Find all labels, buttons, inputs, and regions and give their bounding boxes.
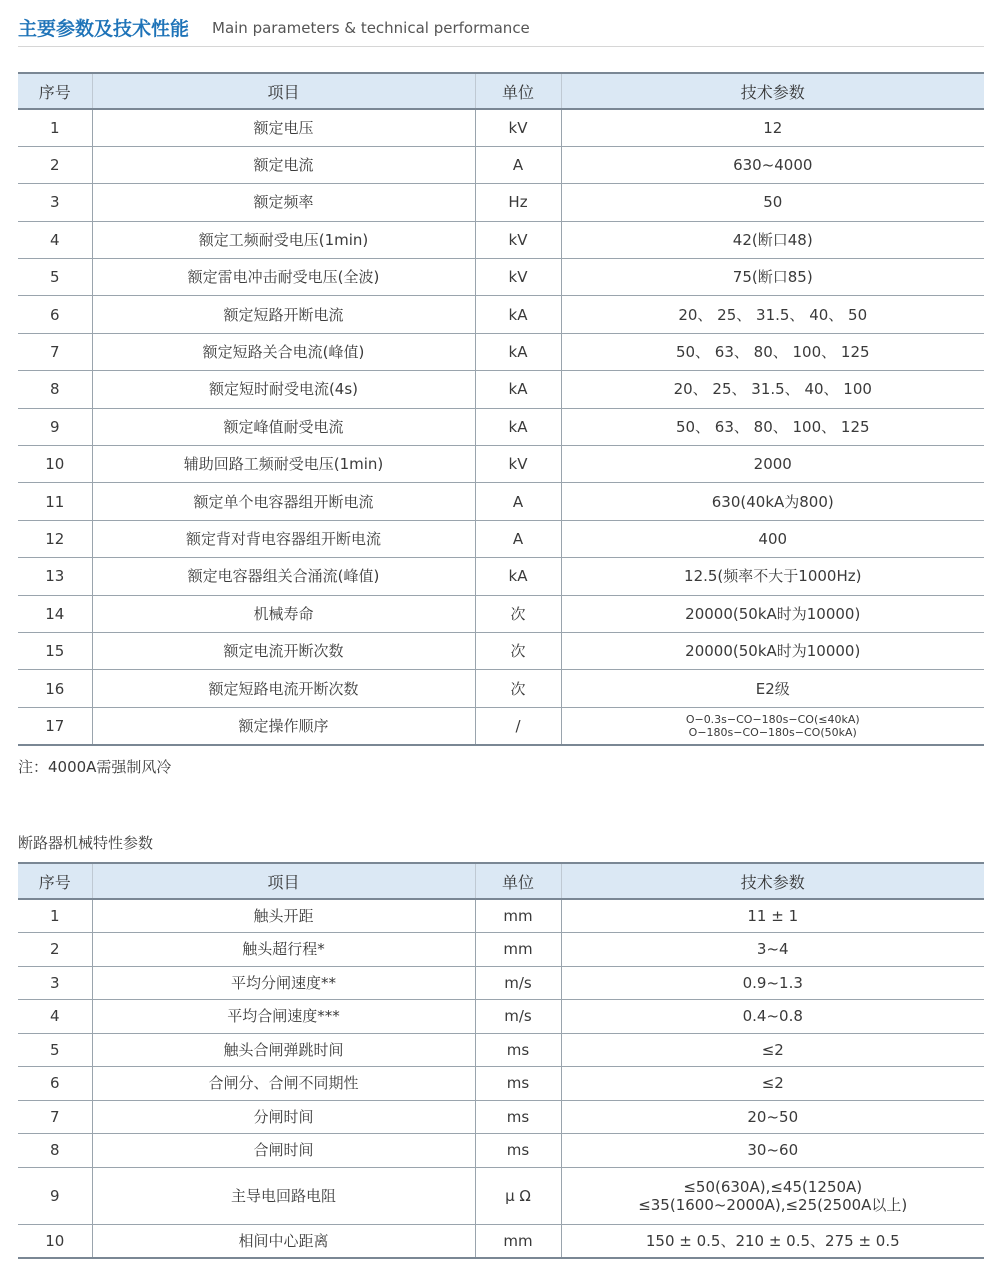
- cell-unit: ms: [475, 1100, 561, 1134]
- cell-value: 50、 63、 80、 100、 125: [561, 408, 984, 445]
- cell-unit: 次: [475, 595, 561, 632]
- cell-item: 额定电流: [92, 146, 475, 183]
- cell-value: 630~4000: [561, 146, 984, 183]
- cell-unit: kA: [475, 296, 561, 333]
- cell-index: 10: [18, 446, 92, 483]
- cell-value: 12: [561, 109, 984, 146]
- column-header-index: 序号: [18, 863, 92, 899]
- cell-index: 8: [18, 371, 92, 408]
- cell-value: 50: [561, 184, 984, 221]
- cell-unit: kA: [475, 333, 561, 370]
- cell-item: 额定频率: [92, 184, 475, 221]
- cell-item: 触头合闸弹跳时间: [92, 1033, 475, 1067]
- cell-index: 9: [18, 408, 92, 445]
- cell-item: 主导电回路电阻: [92, 1167, 475, 1224]
- cell-index: 9: [18, 1167, 92, 1224]
- cell-unit: kA: [475, 558, 561, 595]
- table-header-row: [18, 863, 984, 899]
- cell-value: 20、 25、 31.5、 40、 100: [561, 371, 984, 408]
- cell-index: 17: [18, 707, 92, 744]
- cell-index: 1: [18, 109, 92, 146]
- cell-item: 平均分闸速度**: [92, 966, 475, 1000]
- column-header-unit: 单位: [475, 863, 561, 899]
- cell-value: 75(断口85): [561, 259, 984, 296]
- table-row: [18, 408, 984, 445]
- cell-unit: m/s: [475, 1000, 561, 1034]
- cell-index: 10: [18, 1224, 92, 1258]
- table-row: [18, 899, 984, 933]
- cell-item: 额定电流开断次数: [92, 632, 475, 669]
- cell-item: 额定背对背电容器组开断电流: [92, 520, 475, 557]
- cell-index: 1: [18, 899, 92, 933]
- table-row: [18, 333, 984, 370]
- cell-index: 8: [18, 1134, 92, 1168]
- cell-item: 相间中心距离: [92, 1224, 475, 1258]
- table-row: [18, 1067, 984, 1101]
- cell-index: 4: [18, 221, 92, 258]
- cell-index: 7: [18, 333, 92, 370]
- cell-index: 5: [18, 259, 92, 296]
- cell-value: 50、 63、 80、 100、 125: [561, 333, 984, 370]
- cell-index: 6: [18, 296, 92, 333]
- cell-value: 630(40kA为800): [561, 483, 984, 520]
- cell-unit: ms: [475, 1134, 561, 1168]
- cell-item: 合闸分、合闸不同期性: [92, 1067, 475, 1101]
- cell-unit: mm: [475, 933, 561, 967]
- cell-unit: kV: [475, 446, 561, 483]
- cell-item: 额定工频耐受电压(1min): [92, 221, 475, 258]
- cell-index: 2: [18, 146, 92, 183]
- cell-index: 16: [18, 670, 92, 707]
- table-row: [18, 109, 984, 146]
- table-row: [18, 595, 984, 632]
- table-row: [18, 966, 984, 1000]
- cell-item: 触头超行程*: [92, 933, 475, 967]
- cell-unit: mm: [475, 899, 561, 933]
- cell-unit: A: [475, 483, 561, 520]
- cell-item: 平均合闸速度***: [92, 1000, 475, 1034]
- cell-item: 机械寿命: [92, 595, 475, 632]
- table-row: [18, 1033, 984, 1067]
- cell-index: 5: [18, 1033, 92, 1067]
- cell-item: 额定峰值耐受电流: [92, 408, 475, 445]
- cell-unit: 次: [475, 670, 561, 707]
- mechanical-characteristics-table: [18, 862, 984, 1259]
- table-row: [18, 670, 984, 707]
- table-row: [18, 221, 984, 258]
- table-row: [18, 1134, 984, 1168]
- cell-unit: kV: [475, 221, 561, 258]
- cell-item: 合闸时间: [92, 1134, 475, 1168]
- cell-index: 2: [18, 933, 92, 967]
- cell-value: 2000: [561, 446, 984, 483]
- cell-value: 3~4: [561, 933, 984, 967]
- cell-index: 3: [18, 966, 92, 1000]
- cell-index: 3: [18, 184, 92, 221]
- cell-index: 14: [18, 595, 92, 632]
- cell-value: 20000(50kA时为10000): [561, 632, 984, 669]
- table-header-row: [18, 73, 984, 109]
- header-divider: [18, 46, 984, 47]
- table-row: [18, 1167, 984, 1224]
- table-row: [18, 1000, 984, 1034]
- cell-unit: 次: [475, 632, 561, 669]
- table-row: [18, 184, 984, 221]
- cell-unit: A: [475, 520, 561, 557]
- cell-index: 13: [18, 558, 92, 595]
- cell-value: 20、 25、 31.5、 40、 50: [561, 296, 984, 333]
- table-row: [18, 1100, 984, 1134]
- table-row: [18, 707, 984, 744]
- cell-item: 额定电压: [92, 109, 475, 146]
- table-row: [18, 520, 984, 557]
- main-parameters-table: [18, 72, 984, 746]
- cell-item: 额定操作顺序: [92, 707, 475, 744]
- cell-item: 额定短路电流开断次数: [92, 670, 475, 707]
- cell-value: 20000(50kA时为10000): [561, 595, 984, 632]
- cell-unit: kA: [475, 408, 561, 445]
- cell-unit: ms: [475, 1033, 561, 1067]
- table-row: [18, 446, 984, 483]
- cell-unit: μ Ω: [475, 1167, 561, 1224]
- cell-value: E2级: [561, 670, 984, 707]
- cell-unit: Hz: [475, 184, 561, 221]
- cell-unit: A: [475, 146, 561, 183]
- cell-value: O−0.3s−CO−180s−CO(≤40kA) O−180s−CO−180s−CO(50kA): [561, 707, 984, 744]
- cell-item: 额定单个电容器组开断电流: [92, 483, 475, 520]
- cell-item: 触头开距: [92, 899, 475, 933]
- cell-value: ≤2: [561, 1033, 984, 1067]
- cell-unit: /: [475, 707, 561, 744]
- cell-value: 0.4~0.8: [561, 1000, 984, 1034]
- cell-item: 分闸时间: [92, 1100, 475, 1134]
- cell-unit: ms: [475, 1067, 561, 1101]
- cell-value: ≤2: [561, 1067, 984, 1101]
- cell-value: 20~50: [561, 1100, 984, 1134]
- table-row: [18, 146, 984, 183]
- column-header-value: 技术参数: [561, 73, 984, 109]
- column-header-index: 序号: [18, 73, 92, 109]
- table-row: [18, 1224, 984, 1258]
- column-header-item: 项目: [92, 73, 475, 109]
- table-row: [18, 933, 984, 967]
- table-row: [18, 558, 984, 595]
- cell-item: 额定短路关合电流(峰值): [92, 333, 475, 370]
- cell-value: 0.9~1.3: [561, 966, 984, 1000]
- cell-index: 6: [18, 1067, 92, 1101]
- cell-unit: mm: [475, 1224, 561, 1258]
- section-title-mechanical: 断路器机械特性参数: [18, 834, 154, 852]
- cell-value: 11 ± 1: [561, 899, 984, 933]
- cell-unit: kV: [475, 259, 561, 296]
- cell-item: 辅助回路工频耐受电压(1min): [92, 446, 475, 483]
- cell-index: 11: [18, 483, 92, 520]
- table-row: [18, 296, 984, 333]
- table-row: [18, 371, 984, 408]
- page-header: [18, 8, 984, 44]
- cell-value: 150 ± 0.5、210 ± 0.5、275 ± 0.5: [561, 1224, 984, 1258]
- cell-unit: m/s: [475, 966, 561, 1000]
- page-subtitle-en: Main parameters & technical performance: [212, 19, 530, 37]
- cell-value: 400: [561, 520, 984, 557]
- cell-value: ≤50(630A),≤45(1250A) ≤35(1600~2000A),≤25(2500A以上): [561, 1167, 984, 1224]
- column-header-unit: 单位: [475, 73, 561, 109]
- cell-index: 15: [18, 632, 92, 669]
- cell-unit: kV: [475, 109, 561, 146]
- cell-item: 额定雷电冲击耐受电压(全波): [92, 259, 475, 296]
- table-row: [18, 483, 984, 520]
- cell-item: 额定电容器组关合涌流(峰值): [92, 558, 475, 595]
- table-note: 注：4000A需强制风冷: [18, 758, 172, 776]
- table-row: [18, 632, 984, 669]
- cell-value: 42(断口48): [561, 221, 984, 258]
- cell-item: 额定短路开断电流: [92, 296, 475, 333]
- column-header-item: 项目: [92, 863, 475, 899]
- cell-value: 12.5(频率不大于1000Hz): [561, 558, 984, 595]
- cell-index: 4: [18, 1000, 92, 1034]
- column-header-value: 技术参数: [561, 863, 984, 899]
- cell-item: 额定短时耐受电流(4s): [92, 371, 475, 408]
- table-row: [18, 259, 984, 296]
- cell-index: 7: [18, 1100, 92, 1134]
- cell-index: 12: [18, 520, 92, 557]
- cell-value: 30~60: [561, 1134, 984, 1168]
- cell-unit: kA: [475, 371, 561, 408]
- page-title: 主要参数及技术性能: [18, 18, 190, 40]
